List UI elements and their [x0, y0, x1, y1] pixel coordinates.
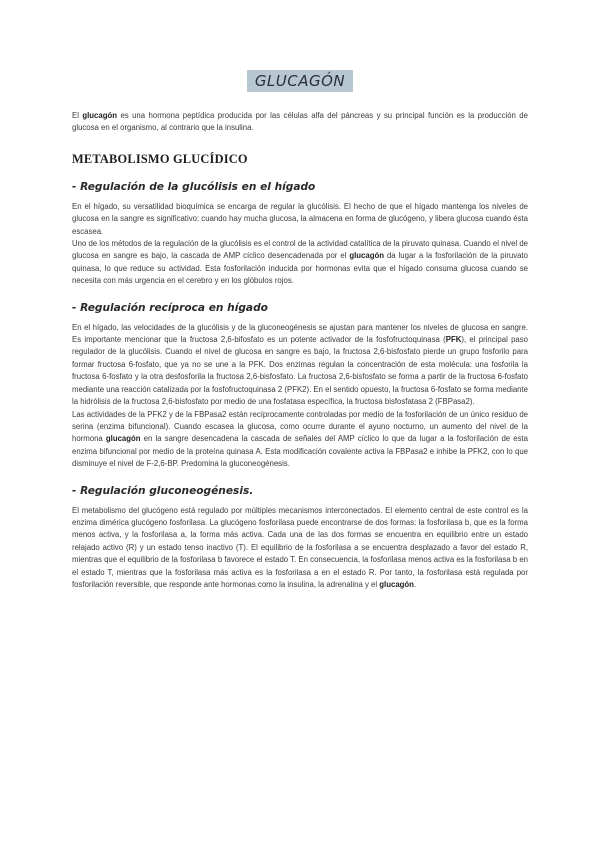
section3-heading: - Regulación gluconeogénesis.	[72, 484, 254, 497]
title-wrapper	[0, 70, 600, 92]
section3-paragraph-1: El metabolismo del glucógeno está regulado por múltiples mecanismos interconectados. El elemento central de este control es la enzima dimérica glucógeno fosforilasa. La glucógeno fosforilasa puede encontrarse de dos formas: la fosforilasa b, que es la forma menos activa, y la fosforilasa a, la forma más activa. Cada una de las dos formas se encuentra en equilibrio entre un estado relajado activo (R) y un estado tenso inactivo (T). El equilibrio de la fosforilasa a se encuentra desplazado a favor del estado R, mientras que el equilibrio de la fosforilasa b favorece el estado T. En consecuencia, la fosforilasa menos activa es la fosforilasa b en el estado T, mientras que la fosforilasa más activa es la fosforilasa a en el estado R. Por tanto, la fosforilasa está regulada por fosforilación reversible, que responde ante hormonas como la insulina, la adrenalina y el glucagón.	[72, 505, 528, 589]
section2-paragraph-1: En el hígado, las velocidades de la glucólisis y de la gluconeogénesis se ajustan para mantener los niveles de glucosa en sangre. Es importante mencionar que la fructosa 2,6-bifosfato es un potente activador de la fosfofructoquinasa (PFK), el principal paso regulador de la glucólisis. Cuando el nivel de glucosa en sangre es bajo, la fructosa 2,6-bisfosfato pierde un grupo fosforilo para formar fructosa 6-fosfato, que ya no se une a la PFK. Dos enzimas regulan la concentración de esta molécula: una fosforila la fructosa 6-fosfato y la otra desfosforila la fructosa 2,6-bisfosfato. La fructosa 2,6-bisfosfato se forma a partir de la fructosa 6-fosfato mediante una reacción catalizada por la fosfofructoquinasa 2 (PFK2). En el sentido opuesto, la fructosa 6-fosfato se forma mediante la hidrólisis de la fructosa 2,6-bisfosfato por medio de una fosfatasa específica, la fructosa bisfosfatasa 2 (FBPasa2).	[72, 322, 529, 407]
document-body	[72, 110, 528, 591]
pfk-keyword: PFK	[445, 335, 462, 345]
section2-heading: - Regulación recíproca en hígado	[72, 301, 268, 314]
section1-heading: - Regulación de la glucólisis en el hígado	[72, 180, 316, 193]
glucagon-keyword: glucagón	[349, 251, 384, 261]
glucagon-keyword: glucagón	[379, 579, 414, 589]
glucagon-keyword: glucagón	[105, 434, 141, 444]
section1-paragraph-2: Uno de los métodos de la regulación de la glucólisis es el control de la actividad catalítica de la piruvato quinasa. Cuando el nivel de glucosa en sangre es bajo, la cascada de AMP cíclico desencadenada por el glucagón da lugar a la fosforilación de la piruvato quinasa, lo que reduce su actividad. Esta fosforilación inducida por hormonas evita que el hígado consuma glucosa cuando se necesita con más urgencia en el cerebro y en los glóbulos rojos.	[72, 239, 529, 286]
glucagon-keyword: glucagón	[82, 111, 118, 120]
section2-paragraph-2: Las actividades de la PFK2 y de la FBPasa2 están recíprocamente controladas por medio de la fosforilación de un único residuo de serina (enzima bifuncional). Cuando escasea la glucosa, como ocurre durante el ayuno nocturno, un aumento del nivel de la hormona glucagón en la sangre desencadena la cascada de señales del AMP cíclico lo que da lugar a la fosforilación de esta enzima bifuncional por medio de la proteína quinasa A. Esta modificación covalente activa la FBPasa2 e inhibe la PFK2, con lo que disminuye el nivel de F-2,6-BP. Predomina la gluconeogénesis.	[72, 409, 528, 469]
main-heading: METABOLISMO GLUCÍDICO	[72, 151, 248, 166]
section1-paragraph-1: En el hígado, su versatilidad bioquímica se encarga de regular la glucólisis. El hecho de que el hígado mantenga los niveles de glucosa en la sangre es significativo: cuando hay mucha glucosa, la almacena en forma de glucógeno, y libera glucosa cuando ésta escasea.	[72, 201, 528, 236]
page-title: GLUCAGÓN	[247, 70, 353, 92]
intro-paragraph: El glucagón es una hormona peptídica producida por las células alfa del páncreas y su principal función es la producción de glucosa en el organismo, al contrario que la insulina.	[72, 111, 528, 133]
